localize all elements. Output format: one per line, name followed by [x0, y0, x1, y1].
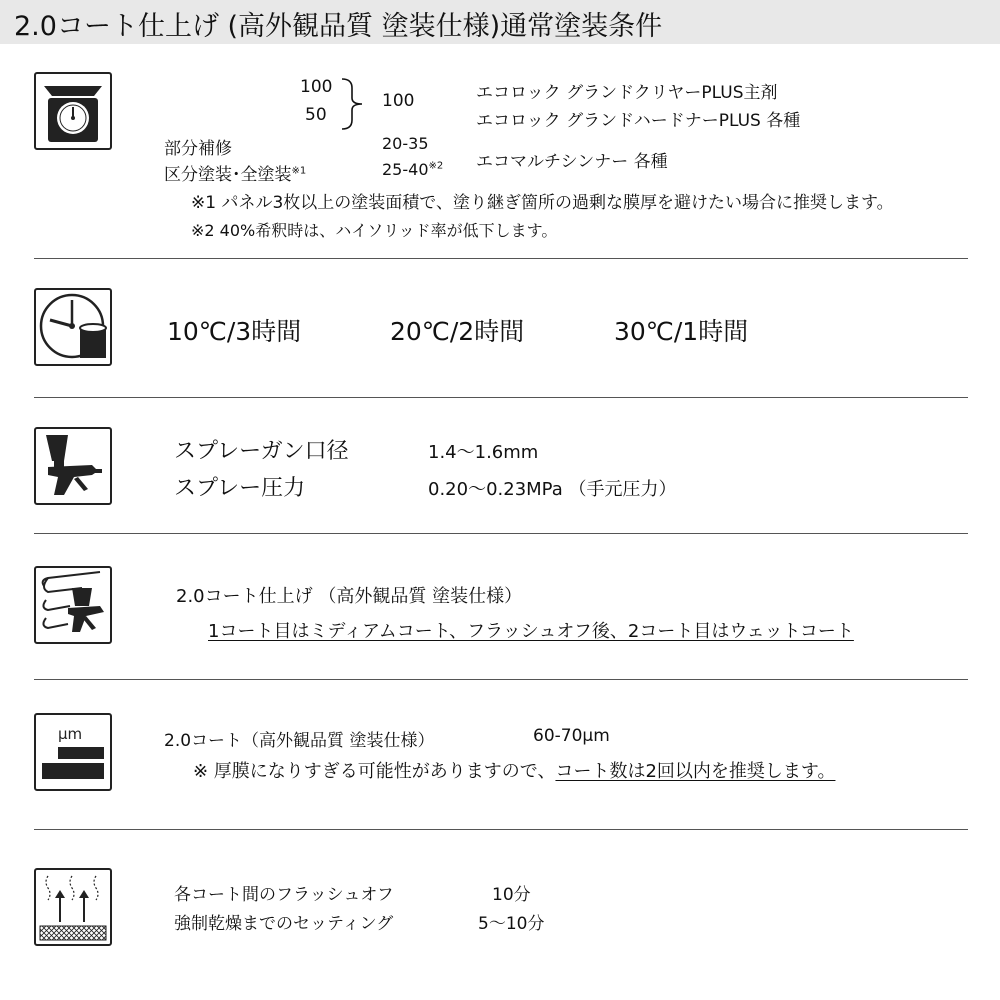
note-1: ※1 パネル3枚以上の塗装面積で、塗り継ぎ箇所の過剰な膜厚を避けたい場合に推奨します。 — [191, 193, 894, 213]
ratio-brace — [340, 76, 370, 132]
nozzle-size-label: スプレーガン口径 — [174, 439, 349, 464]
coat-instruction: 1コート目はミディアムコート、フラッシュオフ後、2コート目はウェットコート — [208, 621, 854, 642]
thickness-note: ※ 厚膜になりすぎる可能性がありますので、コート数は2回以内を推奨します。 — [193, 761, 836, 782]
setting-time-value: 5～10分 — [478, 914, 545, 934]
film-thickness-icon — [34, 713, 112, 791]
product-main: エコロック グランドクリヤーPLUS主剤 — [476, 83, 778, 103]
pot-life-20c: 20℃/2時間 — [390, 317, 525, 346]
setting-time-label: 強制乾燥までのセッティング — [174, 914, 394, 934]
nozzle-size-value: 1.4～1.6mm — [428, 442, 539, 463]
divider — [34, 397, 968, 398]
divider — [34, 829, 968, 830]
spray-pressure-label: スプレー圧力 — [174, 476, 306, 501]
ratio-total: 100 — [382, 91, 415, 111]
thickness-value: 60-70μm — [533, 726, 610, 746]
flash-off-label: 各コート間のフラッシュオフ — [174, 885, 394, 905]
ratio-hardener: 50 — [305, 105, 327, 125]
coating-pass-icon — [34, 566, 112, 644]
partial-repair-value: 20-35 — [382, 134, 429, 153]
thickness-label: 2.0コート（高外観品質 塗装仕様） — [164, 731, 435, 751]
clock-icon — [34, 288, 112, 366]
thinner-product: エコマルチシンナー 各種 — [476, 152, 668, 172]
spray-gun-icon — [34, 427, 112, 505]
pot-life-30c: 30℃/1時間 — [614, 317, 749, 346]
scale-icon — [34, 72, 112, 150]
divider — [34, 679, 968, 680]
page-title: 2.0コート仕上げ (高外観品質 塗装仕様)通常塗装条件 — [14, 11, 663, 42]
coat-spec-title: 2.0コート仕上げ （高外観品質 塗装仕様） — [176, 586, 523, 607]
pot-life-10c: 10℃/3時間 — [167, 317, 302, 346]
partial-repair-label: 部分補修 — [164, 139, 232, 159]
full-paint-label: 区分塗装･全塗装$^{※1}$ — [164, 165, 307, 185]
page-header — [0, 0, 1000, 44]
micron-label: μm — [58, 725, 83, 743]
divider — [34, 258, 968, 259]
spray-pressure-value: 0.20～0.23MPa （手元圧力） — [428, 479, 677, 500]
product-hardener: エコロック グランドハードナーPLUS 各種 — [476, 111, 801, 131]
full-paint-value: 25-40$^{※2}$ — [382, 160, 444, 179]
ratio-main: 100 — [300, 77, 333, 97]
divider — [34, 533, 968, 534]
flash-off-icon — [34, 868, 112, 946]
flash-off-value: 10分 — [492, 885, 531, 905]
note-2: ※2 40%希釈時は、ハイソリッド率が低下します。 — [191, 221, 558, 240]
